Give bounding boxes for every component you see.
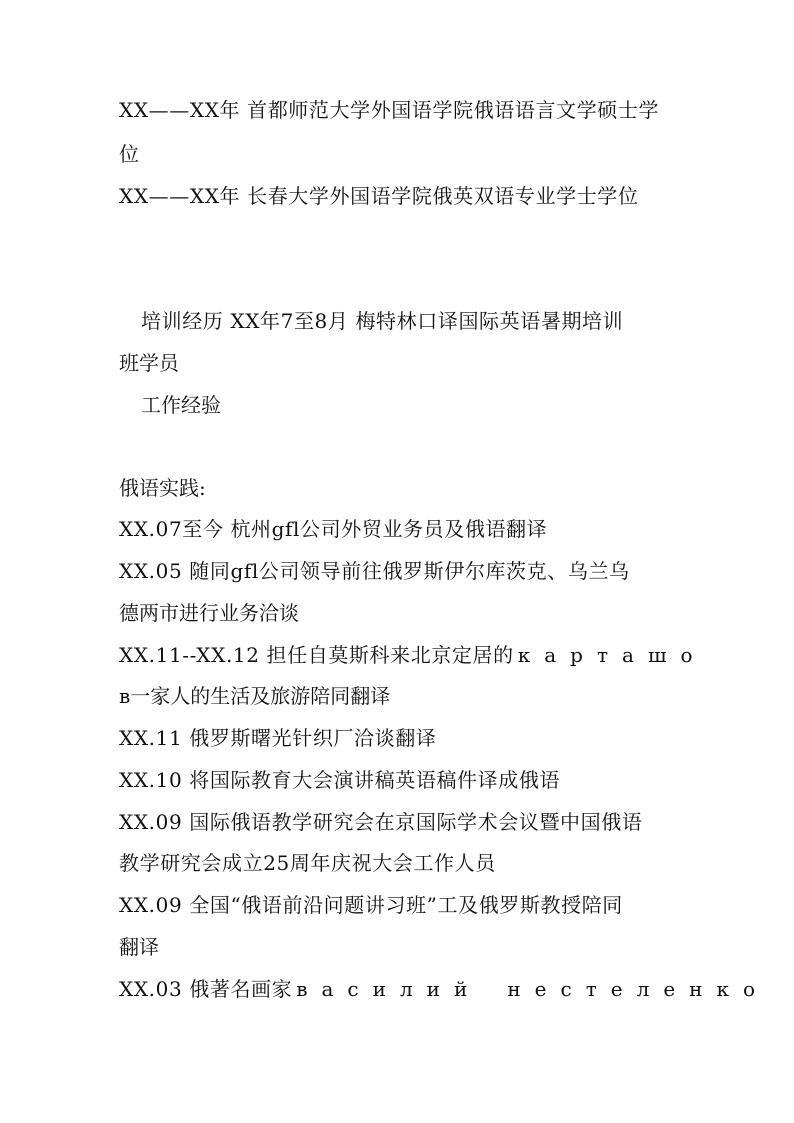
practice-item-2: XX.05 随同gfl公司领导前往俄罗斯伊尔库茨克、乌兰乌 (119, 559, 630, 583)
practice-item-7-cont: 翻译 (119, 935, 159, 959)
russian-first-name: василий (296, 977, 482, 1001)
education-line-1-cont: 位 (119, 142, 139, 166)
practice-item-8-text: XX.03 俄著名画家 (119, 977, 293, 1001)
training-line-2: 班学员 (119, 351, 179, 375)
practice-item-5: XX.10 将国际教育大会演讲稿英语稿件译成俄语 (119, 768, 561, 792)
practice-heading: 俄语实践: (119, 476, 206, 500)
training-line-1: 培训经历 XX年7至8月 梅特林口译国际英语暑期培训 (141, 309, 624, 333)
practice-item-8 (119, 975, 769, 1003)
practice-item-4: XX.11 俄罗斯曙光针织厂洽谈翻译 (119, 726, 437, 750)
practice-item-3 (119, 641, 707, 669)
work-heading: 工作经验 (141, 393, 221, 417)
russian-name-kartasho: карташо (517, 643, 707, 667)
russian-letter-v: в (119, 684, 131, 708)
education-line-1: XX——XX年 首都师范大学外国语学院俄语语言文学硕士学 (119, 98, 660, 122)
practice-item-1: XX.07至今 杭州gfl公司外贸业务员及俄语翻译 (119, 517, 548, 541)
education-line-2: XX——XX年 长春大学外国语学院俄英双语专业学士学位 (119, 184, 639, 208)
practice-item-3-cont-text: 一家人的生活及旅游陪同翻译 (130, 684, 391, 708)
practice-item-2-cont: 德两市进行业务洽谈 (119, 601, 299, 625)
russian-last-name: нестеленко (507, 977, 770, 1001)
practice-item-6: XX.09 国际俄语教学研究会在京国际学术会议暨中国俄语 (119, 810, 643, 834)
practice-item-3-cont (119, 682, 390, 710)
practice-item-7: XX.09 全国“俄语前沿问题讲习班”工及俄罗斯教授陪同 (119, 893, 623, 917)
practice-item-3-text: XX.11--XX.12 担任自莫斯科来北京定居的 (119, 643, 514, 667)
practice-item-6-cont: 教学研究会成立25周年庆祝大会工作人员 (119, 851, 496, 875)
